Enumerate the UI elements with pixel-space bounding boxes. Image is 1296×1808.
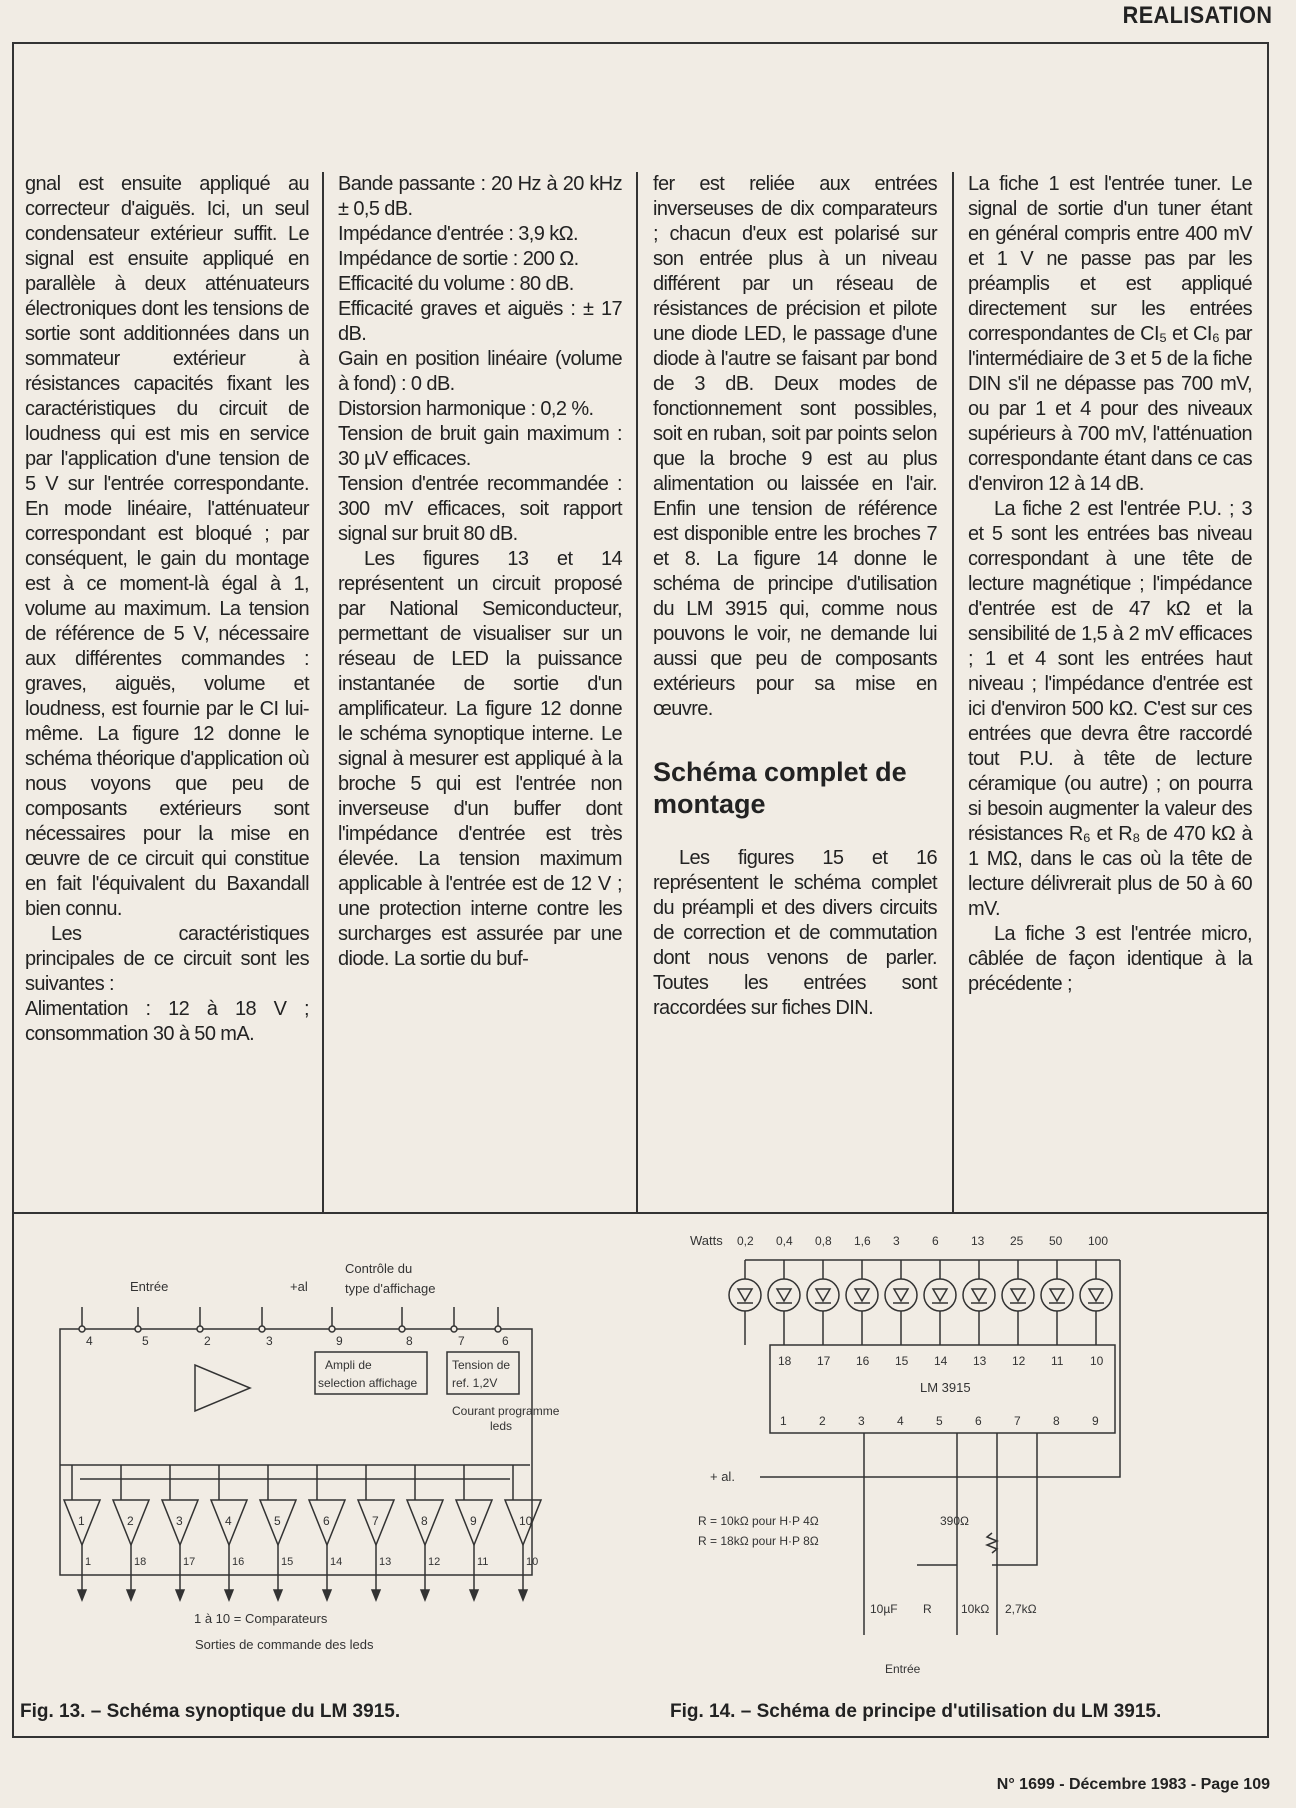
chip-pin: 16 xyxy=(856,1354,870,1368)
pin-number: 1 xyxy=(85,1556,92,1568)
pin-number: 12 xyxy=(428,1556,441,1568)
paragraph: fer est reliée aux entrées inverseuses de dix comparateurs ; chacun d'eux est polarisé sur son entrée plus à un niveau différent par un réseau de résistances de précision et pilote une diode LED, le passage d'une diode à l'autre se faisant par bond de 3 dB. Deux modes de fonctionnement sont possibles, soit en ruban, soit par points selon que la broche 9 est au plus alimentation ou laissée en l'air. Enfin une tension de référence est disponible entre les broches 7 et 8. La figure 14 donne le schéma de principe d'utilisation du LM 3915 qui, comme nous pouvons le voir, ne demande lui aussi que peu de composants extérieurs pour sa mise en œuvre. xyxy=(653,173,937,720)
pin-number: 3 xyxy=(266,1334,273,1348)
comparator-number: 2 xyxy=(127,1514,134,1528)
pin-node xyxy=(399,1326,405,1332)
watts-value: 0,2 xyxy=(737,1234,754,1248)
pin-node xyxy=(495,1326,501,1332)
text-column-4 xyxy=(968,172,1252,997)
led-icon xyxy=(924,1279,956,1311)
chip-pin: 13 xyxy=(973,1354,987,1368)
output-arrow-icon xyxy=(78,1590,86,1600)
paragraph: Impédance d'entrée : 3,9 kΩ. xyxy=(338,223,578,245)
pin-number: 15 xyxy=(281,1556,294,1568)
section-heading: Schéma complet de montage xyxy=(653,757,907,819)
label-al: + al. xyxy=(710,1469,735,1484)
block-ampli: selection affichage xyxy=(318,1376,418,1390)
pin-node xyxy=(329,1326,335,1332)
paragraph: Les figures 15 et 16 représentent le schéma complet du préampli et des divers circuits de correction et de commutation dont nous venons de parler. Toutes les entrées sont raccordées sur fiches DIN. xyxy=(653,847,937,1019)
block-ref: ref. 1,2V xyxy=(452,1376,498,1390)
chip-pin: 14 xyxy=(934,1354,948,1368)
column-divider xyxy=(952,172,954,1214)
chip-pin: 10 xyxy=(1090,1354,1104,1368)
comparator-number: 9 xyxy=(470,1514,477,1528)
figure-14-diagram xyxy=(670,1225,1260,1685)
pin-number: 9 xyxy=(336,1334,343,1348)
paragraph: La fiche 3 est l'entrée micro, câblée de façon identique à la précédente ; xyxy=(968,923,1252,995)
output-arrow-icon xyxy=(176,1590,184,1600)
watts-label: Watts xyxy=(690,1233,723,1248)
chip-pin: 6 xyxy=(975,1414,982,1428)
led-icon xyxy=(807,1279,839,1311)
chip-pin: 1 xyxy=(780,1414,787,1428)
comparator-number: 4 xyxy=(225,1514,232,1528)
led-icon xyxy=(1080,1279,1112,1311)
figure-13-caption: Fig. 13. – Schéma synoptique du LM 3915. xyxy=(20,1701,401,1722)
output-arrow-icon xyxy=(323,1590,331,1600)
pin-number: 6 xyxy=(502,1334,509,1348)
led-icon xyxy=(963,1279,995,1311)
watts-value: 6 xyxy=(932,1234,939,1248)
pin-number: 16 xyxy=(232,1556,245,1568)
comparator-number: 10 xyxy=(519,1514,533,1528)
paragraph: Tension de bruit gain maximum : 30 µV efficaces. xyxy=(338,423,622,470)
pin-node xyxy=(451,1326,457,1332)
comparator-number: 3 xyxy=(176,1514,183,1528)
watts-value: 50 xyxy=(1049,1234,1063,1248)
pin-node xyxy=(259,1326,265,1332)
paragraph: Les figures 13 et 14 représentent un circuit proposé par National Semiconducteur, permettant de visualiser sur un réseau de LED la puissance instantanée de sortie d'un amplificateur. La figure 12 donne le schéma synoptique interne. Le signal à mesurer est appliqué à la broche 5 qui est l'entrée non inverseuse d'un buffer dont l'impédance d'entrée est très élevée. La tension maximum applicable à l'entrée est de 12 V ; une protection interne contre les surcharges est assurée par une diode. La sortie du buf- xyxy=(338,548,622,970)
pin-number: 4 xyxy=(86,1334,93,1348)
paragraph: gnal est ensuite appliqué au correcteur d'aiguës. Ici, un seul condensateur extérieur suffit. Le signal est ensuite appliqué en parallèle à deux atténuateurs électroniques dont les tensions de sortie sont additionnées dans un sommateur extérieur à résistances capacités fixant les caractéristiques du circuit de loudness qui est mis en service par l'application d'une tension de 5 V sur l'entrée correspondante. En mode linéaire, l'atténuateur correspondant est bloqué ; par conséquent, le gain du montage est à ce moment-là égal à 1, volume au maximum. La tension de référence de 5 V, nécessaire aux différentes commandes : graves, aiguës, volume et loudness, est fournie par le CI lui-même. La figure 12 donne le schéma théorique d'application où nous voyons que peu de composants extérieurs sont nécessaires pour la mise en œuvre de ce circuit qui constitue en fait l'équivalent du Baxandall bien connu. xyxy=(25,173,309,920)
chip-label: LM 3915 xyxy=(920,1380,971,1395)
paragraph: Gain en position linéaire (volume à fond) : 0 dB. xyxy=(338,348,622,395)
output-arrow-icon xyxy=(127,1590,135,1600)
comparator-number: 5 xyxy=(274,1514,281,1528)
label-courant: leds xyxy=(490,1419,513,1433)
pin-number: 14 xyxy=(330,1556,343,1568)
pin-number: 13 xyxy=(379,1556,392,1568)
block-ref: Tension de xyxy=(452,1358,511,1372)
pin-number: 10 xyxy=(526,1556,539,1568)
pin-number: 2 xyxy=(204,1334,211,1348)
watts-value: 25 xyxy=(1010,1234,1024,1248)
comparator-number: 6 xyxy=(323,1514,330,1528)
paragraph: Impédance de sortie : 200 Ω. xyxy=(338,248,579,270)
watts-value: 3 xyxy=(893,1234,900,1248)
led-icon xyxy=(1041,1279,1073,1311)
pin-node xyxy=(197,1326,203,1332)
chip-pin: 11 xyxy=(1051,1354,1064,1368)
comparators-legend: 1 à 10 = Comparateurs xyxy=(194,1611,328,1626)
comparator-number: 1 xyxy=(78,1514,85,1528)
label-controle: type d'affichage xyxy=(345,1281,436,1296)
pin-number: 17 xyxy=(183,1556,196,1568)
label-entree: Entrée xyxy=(885,1662,921,1676)
chip-pin: 7 xyxy=(1014,1414,1021,1428)
paragraph: Tension d'entrée recommandée : 300 mV efficaces, soit rapport signal sur bruit 80 dB. xyxy=(338,473,622,545)
output-arrow-icon xyxy=(421,1590,429,1600)
chip-pin: 5 xyxy=(936,1414,943,1428)
watts-value: 100 xyxy=(1088,1234,1109,1248)
pin-node xyxy=(79,1326,85,1332)
paragraph: Alimentation : 12 à 18 V ; consommation 30 à 50 mA. xyxy=(25,998,309,1045)
chip-pin: 2 xyxy=(819,1414,826,1428)
output-arrow-icon xyxy=(225,1590,233,1600)
paragraph: La fiche 1 est l'entrée tuner. Le signal de sortie d'un tuner étant en général compris entre 400 mV et 1 V ne passe pas par les préamplis et est appliqué directement sur les entrées correspondantes de CI₅ et CI₆ par l'intermédiaire de 3 et 5 de la fiche DIN s'il ne dépasse pas 700 mV, ou par 1 et 4 pour des niveaux supérieurs à 700 mV, l'atténuation correspondante étant dans ce cas d'environ 12 à 14 dB. xyxy=(968,173,1252,495)
resistor-note: R = 18kΩ pour H·P 8Ω xyxy=(698,1534,819,1548)
page-footer: N° 1699 - Décembre 1983 - Page 109 xyxy=(996,1776,1270,1793)
chip-pin: 18 xyxy=(778,1354,792,1368)
watts-value: 1,6 xyxy=(854,1234,871,1248)
label-controle: Contrôle du xyxy=(345,1261,413,1276)
paragraph: Efficacité graves et aiguës : ± 17 dB. xyxy=(338,298,622,345)
block-ampli: Ampli de xyxy=(325,1358,372,1372)
chip-pin: 12 xyxy=(1012,1354,1026,1368)
pin-node xyxy=(135,1326,141,1332)
text-column-1 xyxy=(25,172,309,1047)
figure-14-caption: Fig. 14. – Schéma de principe d'utilisation du LM 3915. xyxy=(670,1701,1162,1722)
led-icon xyxy=(768,1279,800,1311)
chip-pin: 8 xyxy=(1053,1414,1060,1428)
watts-value: 13 xyxy=(971,1234,985,1248)
chip-pin: 4 xyxy=(897,1414,904,1428)
paragraph: Distorsion harmonique : 0,2 %. xyxy=(338,398,594,420)
paragraph: Bande passante : 20 Hz à 20 kHz ± 0,5 dB. xyxy=(338,173,622,220)
column-divider xyxy=(322,172,324,1214)
paragraph: La fiche 2 est l'entrée P.U. ; 3 et 5 sont les entrées bas niveau correspondant à une tête de lecture magnétique ; l'impédance d'entrée est de 47 kΩ et la sensibilité de 1,5 à 2 mV efficaces ; 1 et 4 sont les entrées haut niveau ; l'impédance d'entrée est ici d'environ 500 kΩ. C'est sur ces entrées que devra être raccordé tout P.U. à tête de lecture céramique (ou autre) ; on pourra si besoin augmenter la valeur des résistances R₆ et R₈ de 470 kΩ à 1 MΩ, dans le cas où la tête de lecture délivrerait plus de 50 à 60 mV. xyxy=(968,498,1252,920)
label-entree: Entrée xyxy=(130,1279,169,1294)
chip-pin: 15 xyxy=(895,1354,909,1368)
watts-value: 0,4 xyxy=(776,1234,793,1248)
label-27k: 2,7kΩ xyxy=(1005,1602,1037,1616)
watts-value: 0,8 xyxy=(815,1234,832,1248)
text-column-3 xyxy=(653,172,937,1021)
label-390: 390Ω xyxy=(940,1514,969,1528)
pin-number: 5 xyxy=(142,1334,149,1348)
section-header: REALISATION xyxy=(1122,2,1272,29)
label-r: R xyxy=(923,1602,932,1616)
led-icon xyxy=(1002,1279,1034,1311)
output-arrow-icon xyxy=(519,1590,527,1600)
figure-13-diagram xyxy=(20,1225,660,1665)
led-icon xyxy=(885,1279,917,1311)
label-10k: 10kΩ xyxy=(961,1602,990,1616)
text-column-2 xyxy=(338,172,622,972)
label-courant: Courant programme xyxy=(452,1404,560,1418)
label-al: +al xyxy=(290,1279,308,1294)
pin-number: 7 xyxy=(458,1334,465,1348)
resistor-note: R = 10kΩ pour H·P 4Ω xyxy=(698,1514,819,1528)
chip-pin: 9 xyxy=(1092,1414,1099,1428)
pin-number: 11 xyxy=(477,1556,489,1568)
paragraph: Efficacité du volume : 80 dB. xyxy=(338,273,574,295)
outputs-label: Sorties de commande des leds xyxy=(195,1637,374,1652)
output-arrow-icon xyxy=(274,1590,282,1600)
label-10uf: 10µF xyxy=(870,1602,898,1616)
chip-pin: 17 xyxy=(817,1354,831,1368)
paragraph: Les caractéristiques principales de ce circuit sont les suivantes : xyxy=(25,923,309,995)
pin-number: 8 xyxy=(406,1334,413,1348)
led-icon xyxy=(846,1279,878,1311)
buffer-amplifier xyxy=(195,1365,250,1411)
output-arrow-icon xyxy=(372,1590,380,1600)
comparator-number: 7 xyxy=(372,1514,379,1528)
comparator-number: 8 xyxy=(421,1514,428,1528)
column-divider xyxy=(636,172,638,1214)
output-arrow-icon xyxy=(470,1590,478,1600)
led-icon xyxy=(729,1279,761,1311)
pin-number: 18 xyxy=(134,1556,147,1568)
chip-pin: 3 xyxy=(858,1414,865,1428)
